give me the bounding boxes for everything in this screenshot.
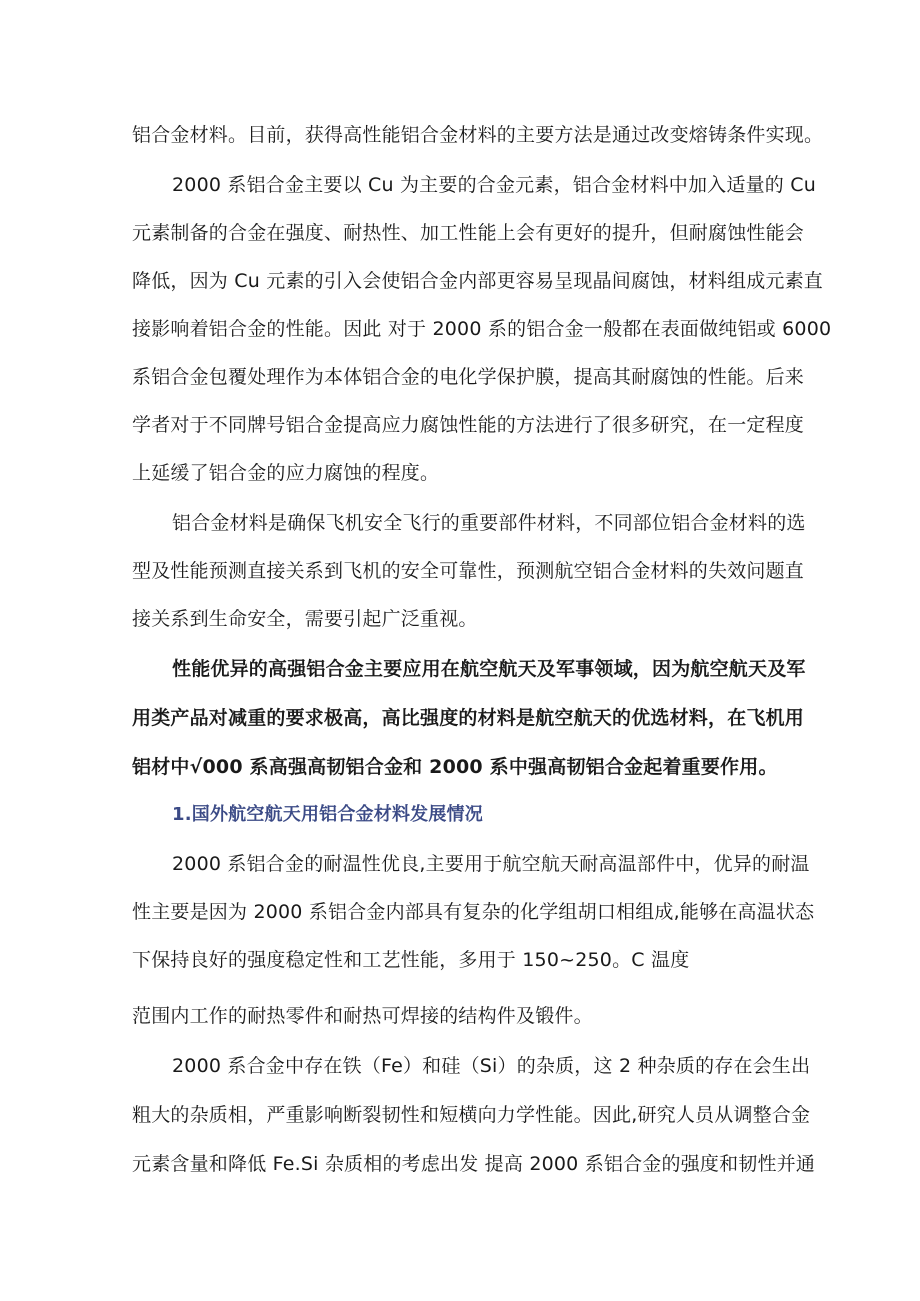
paragraph-line: 降低，因为 Cu 元素的引入会使铝合金内部更容易呈现晶间腐蚀，材料组成元素直 bbox=[132, 270, 823, 292]
paragraph-line: 上延缓了铝合金的应力腐蚀的程度。 bbox=[132, 462, 440, 484]
paragraph-line: 系铝合金包覆处理作为本体铝合金的电化学保护膜，提高其耐腐蚀的性能。后来 bbox=[132, 366, 805, 388]
paragraph-line: 元素含量和降低 Fe.Si 杂质相的考虑出发 提高 2000 系铝合金的强度和韧性并通 bbox=[132, 1153, 816, 1175]
paragraph-line: 粗大的杂质相，严重影响断裂韧性和短横向力学性能。因此,研究人员从调整合金 bbox=[132, 1104, 811, 1126]
paragraph-line: 下保持良好的强度稳定性和工艺性能，多用于 150~250。C 温度 bbox=[132, 949, 690, 971]
paragraph-line: 接关系到生命安全，需要引起广泛重视。 bbox=[132, 608, 478, 630]
paragraph-line: 元素制备的合金在强度、耐热性、加工性能上会有更好的提升，但耐腐蚀性能会 bbox=[132, 222, 805, 244]
bold-paragraph-line: 用类产品对减重的要求极高，高比强度的材料是航空航天的优选材料，在飞机用 bbox=[132, 707, 805, 729]
section-heading: 1.国外航空航天用铝合金材料发展情况 bbox=[172, 804, 483, 825]
paragraph-line: 铝合金材料。目前，获得高性能铝合金材料的主要方法是通过改变熔铸条件实现。 bbox=[132, 124, 824, 146]
paragraph-line: 2000 系合金中存在铁（Fe）和硅（Si）的杂质，这 2 种杂质的存在会生出 bbox=[172, 1055, 811, 1077]
paragraph-line: 学者对于不同牌号铝合金提高应力腐蚀性能的方法进行了很多研究，在一定程度 bbox=[132, 414, 805, 436]
bold-paragraph-line: 铝材中√000 系高强高韧铝合金和 2000 系中强高韧铝合金起着重要作用。 bbox=[132, 756, 778, 778]
paragraph-line: 接影响着铝合金的性能。因此 对于 2000 系的铝合金一般都在表面做纯铝或 6000 bbox=[132, 318, 832, 340]
paragraph-line: 2000 系铝合金主要以 Cu 为主要的合金元素，铝合金材料中加入适量的 Cu bbox=[172, 174, 816, 196]
paragraph-line: 铝合金材料是确保飞机安全飞行的重要部件材料，不同部位铝合金材料的选 bbox=[172, 512, 806, 534]
paragraph-line: 范围内工作的耐热零件和耐热可焊接的结构件及锻件。 bbox=[132, 1005, 593, 1027]
paragraph-line: 型及性能预测直接关系到飞机的安全可靠性，预测航空铝合金材料的失效问题直 bbox=[132, 560, 805, 582]
bold-paragraph-line: 性能优异的高强铝合金主要应用在航空航天及军事领域，因为航空航天及军 bbox=[172, 658, 806, 680]
paragraph-line: 性主要是因为 2000 系铝合金内部具有复杂的化学组胡口相组成,能够在高温状态 bbox=[132, 901, 815, 923]
paragraph-line: 2000 系铝合金的耐温性优良,主要用于航空航天耐高温部件中，优异的耐温 bbox=[172, 853, 810, 875]
